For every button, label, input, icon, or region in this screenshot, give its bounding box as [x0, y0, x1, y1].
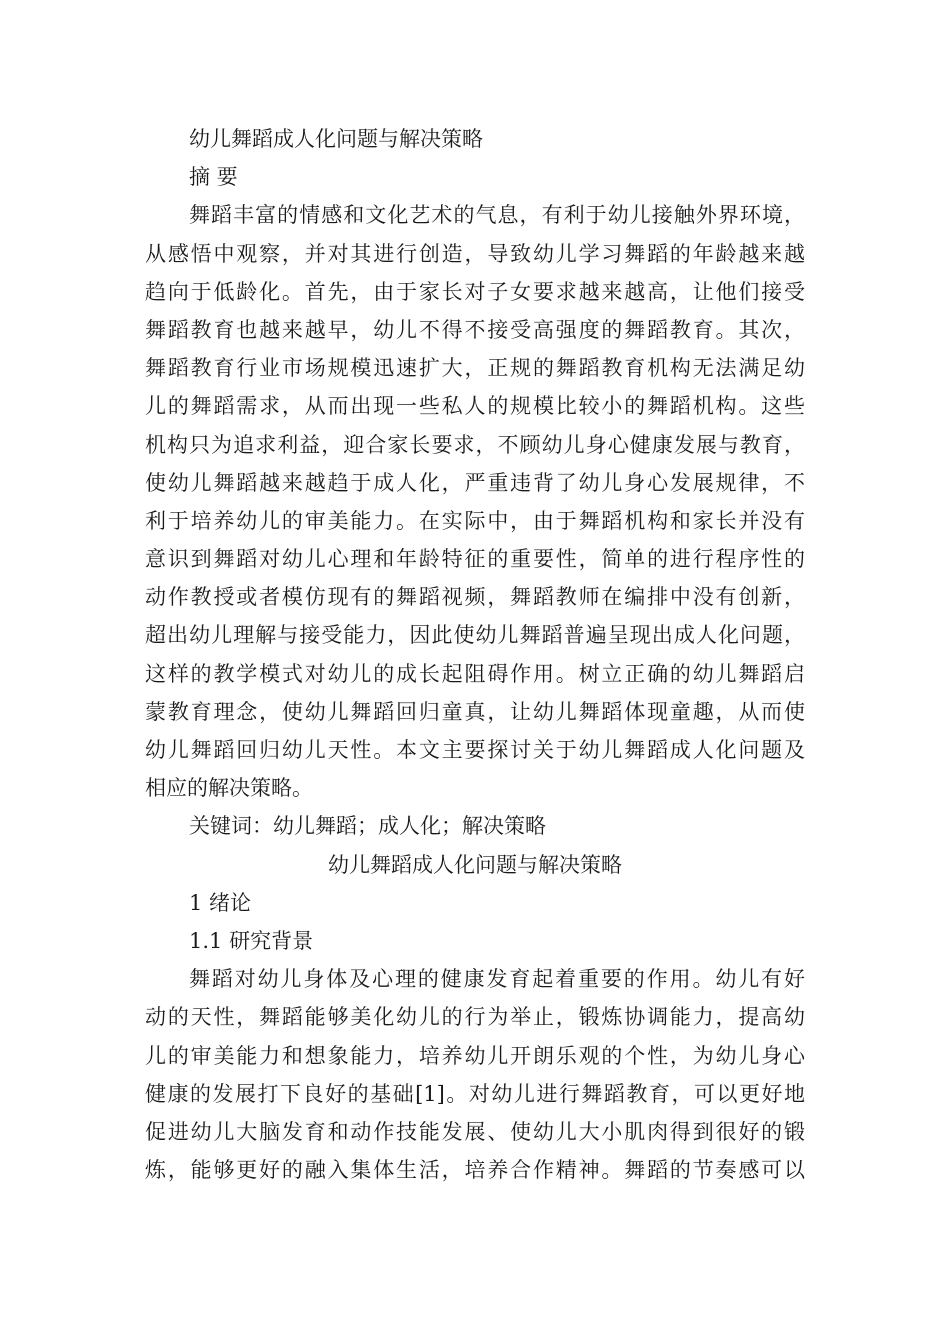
abstract-line: 超出幼儿理解与接受能力，因此使幼儿舞蹈普遍呈现出成人化问题， [145, 623, 805, 648]
abstract-line: 儿的舞蹈需求，从而出现一些私人的规模比较小的舞蹈机构。这些 [145, 394, 805, 419]
body-line: 儿的审美能力和想象能力，培养幼儿开朗乐观的个性，为幼儿身心 [145, 1043, 805, 1068]
body-paragraph [145, 960, 805, 1189]
abstract-line: 使幼儿舞蹈越来越趋于成人化，严重违背了幼儿身心发展规律，不 [145, 470, 805, 495]
abstract-line: 意识到舞蹈对幼儿心理和年龄特征的重要性，简单的进行程序性的 [145, 547, 805, 572]
abstract-line: 这样的教学模式对幼儿的成长起阻碍作用。树立正确的幼儿舞蹈启 [145, 661, 805, 686]
section-heading-1-1: 1.1 研究背景 [189, 928, 314, 953]
document-title: 幼儿舞蹈成人化问题与解决策略 [189, 127, 483, 151]
abstract-line: 从感悟中观察，并对其进行创造，导致幼儿学习舞蹈的年龄越来越 [145, 241, 805, 266]
body-line: 健康的发展打下良好的基础[1]。对幼儿进行舞蹈教育，可以更好地 [145, 1081, 805, 1106]
body-line: 动的天性，舞蹈能够美化幼儿的行为举止，锻炼协调能力，提高幼 [145, 1005, 805, 1030]
abstract-line: 动作教授或者模仿现有的舞蹈视频，舞蹈教师在编排中没有创新， [145, 585, 805, 610]
abstract-line: 舞蹈教育也越来越早，幼儿不得不接受高强度的舞蹈教育。其次， [145, 317, 805, 342]
abstract-line: 蒙教育理念，使幼儿舞蹈回归童真，让幼儿舞蹈体现童趣，从而使 [145, 699, 805, 724]
abstract-line: 趋向于低龄化。首先，由于家长对子女要求越来越高，让他们接受 [145, 279, 805, 304]
body-line: 炼，能够更好的融入集体生活，培养合作精神。舞蹈的节奏感可以 [145, 1158, 805, 1183]
abstract-line: 利于培养幼儿的审美能力。在实际中，由于舞蹈机构和家长并没有 [145, 508, 805, 533]
document-page [145, 120, 805, 1189]
body-line: 舞蹈对幼儿身体及心理的健康发育起着重要的作用。幼儿有好 [189, 967, 805, 992]
abstract-line: 舞蹈教育行业市场规模迅速扩大，正规的舞蹈教育机构无法满足幼 [145, 356, 805, 381]
abstract-line: 舞蹈丰富的情感和文化艺术的气息，有利于幼儿接触外界环境， [189, 203, 805, 228]
abstract-paragraph [145, 196, 805, 807]
keywords: 关键词：幼儿舞蹈；成人化；解决策略 [189, 814, 546, 839]
body-line: 促进幼儿大脑发育和动作技能发展、使幼儿大小肌肉得到很好的锻 [145, 1119, 805, 1144]
section-title-centered: 幼儿舞蹈成人化问题与解决策略 [328, 852, 622, 877]
section-heading-1: 1 绪论 [189, 890, 252, 915]
abstract-line: 相应的解决策略。 [145, 776, 313, 801]
abstract-line: 机构只为追求利益，迎合家长要求，不顾幼儿身心健康发展与教育， [145, 432, 805, 457]
abstract-line: 幼儿舞蹈回归幼儿天性。本文主要探讨关于幼儿舞蹈成人化问题及 [145, 738, 805, 762]
abstract-heading: 摘 要 [189, 165, 238, 190]
